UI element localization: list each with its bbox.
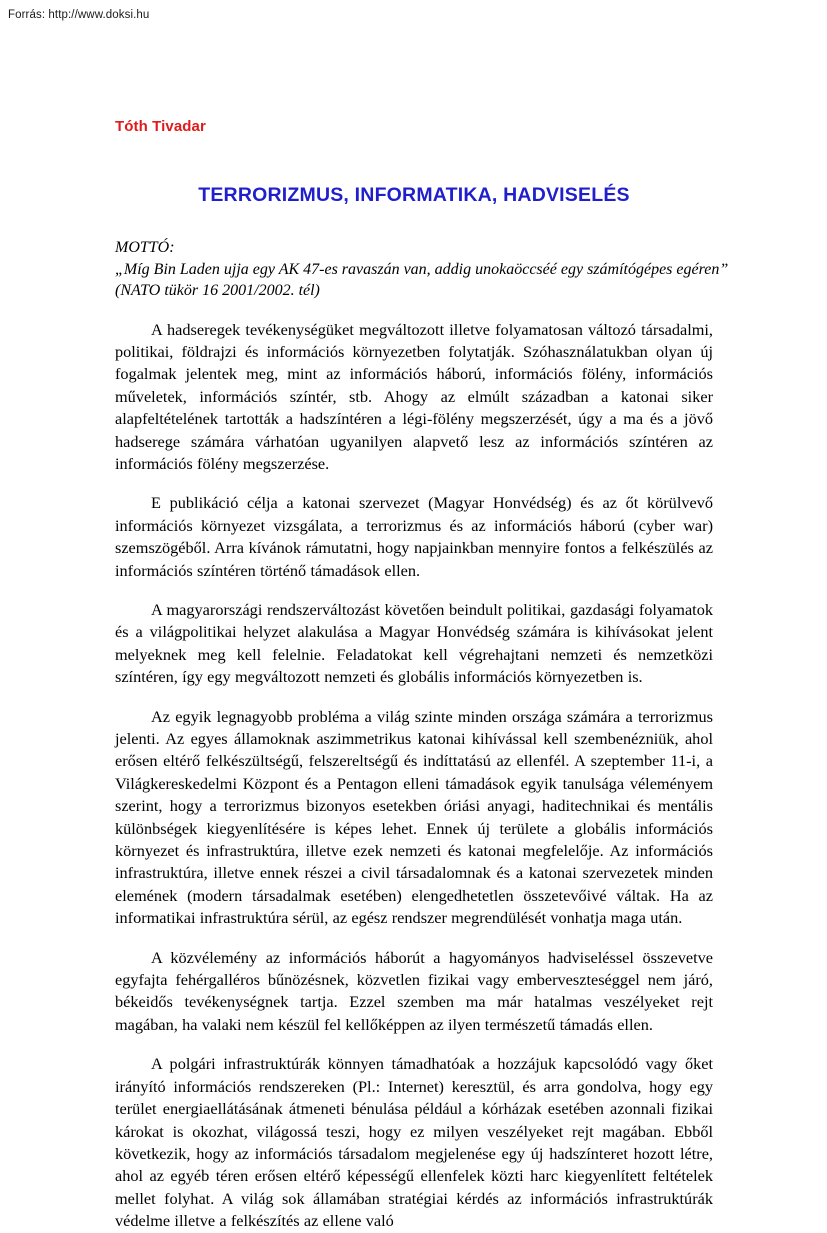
motto-label: MOTTÓ: (115, 239, 175, 256)
motto-block (115, 208, 729, 302)
paragraph: A polgári infrastruktúrák könnyen támadhatóak a hozzájuk kapcsolódó vagy őket irányító információs rendszereken (Pl.: Internet) keresztül, és arra gondolva, hogy egy terület energiaellátásának átmeneti bénulása például a kórházak esetében azonnali fizikai károkat is okozhat, világossá teszi, hogy ez milyen veszélyeket rejt magában. Ebből következik, hogy az információs társadalom megjelenése egy új hadszínteret hozott létre, ahol az egyéb téren erősen eltérő képességű ellenfelek közti harc kiegyenlített feltételek mellet folyhat. A világ sok államában stratégiai kérdés az információs infrastruktúrák védelme illetve a felkészítés az ellene való (115, 1054, 713, 1231)
motto-quote: „Míg Bin Laden ujja egy AK 47-es ravaszán van, addig unokaöccséé egy számítógépes egéren” (115, 260, 729, 278)
motto-attribution: (NATO tükör 16 2001/2002. tél) (115, 282, 320, 299)
author-name: Tóth Tivadar (115, 118, 206, 135)
paragraph: A közvélemény az információs háborút a hagyományos hadviseléssel összevetve egyfajta fehérgalléros bűnözésnek, közvetlen fizikai vagy emberveszteséggel nem járó, békeidős tevékenységnek tartja. Ezzel szemben ma már hatalmas veszélyeket rejt magában, ha valaki nem készül fel kellőképpen az ilyen természetű támadás ellen. (115, 947, 713, 1034)
paragraph: A magyarországi rendszerváltozást követően beindult politikai, gazdasági folyamatok és a világpolitikai helyzet alakulása a Magyar Honvédség számára is kihívásokat jelent melyeknek meg kell felelnie. Feladatokat kell végrehajtani nemzeti és nemzetközi színtéren, így egy megváltozott nemzeti és globális információs környezetben is. (115, 599, 713, 687)
source-url-header: Forrás: http://www.doksi.hu (8, 9, 150, 21)
paragraph: E publikáció célja a katonai szervezet (Magyar Honvédség) és az őt körülvevő információs környezet vizsgálata, a terrorizmus és az információs háború (cyber war) szemszögéből. Arra kívánok rámutatni, hogy napjainkban mennyire fontos a felkészülés az információs színtéren történő támadások ellen. (115, 493, 713, 580)
document-content (115, 0, 729, 1233)
paragraph: A hadseregek tevékenységüket megváltozott illetve folyamatosan változó társadalmi, politikai, földrajzi és információs környezetben folytatják. Szóhasználatukban olyan új fogalmak jelentek meg, mint az információs háború, információs fölény, információs műveletek, információs színtér, stb. Ahogy az elmúlt században a katonai siker alapfeltételének tartották a hadszíntéren a légi-fölény megszerzését, úgy a ma és a jövő hadserege számára várhatóan ugyanilyen alapvető lesz az információs színtéren az információs fölény megszerzése. (115, 319, 713, 473)
page-title: TERRORIZMUS, INFORMATIKA, HADVISELÉS (198, 184, 630, 206)
body-text (115, 302, 713, 1233)
paragraph: Az egyik legnagyobb probléma a világ szinte minden országa számára a terrorizmus jelenti. Az egyes államoknak aszimmetrikus katonai kihívással kell szembenézniük, ahol erősen eltérő felkészültségű, felszereltségű és indíttatású az ellenfél. A szeptember 11-i, a Világkereskedelmi Központ és a Pentagon elleni támadások egyik tanulsága véleményem szerint, hogy a terrorizmus bizonyos esetekben óriási anyagi, haditechnikai és mentális különbségek kiegyenlítésére is képes lehet. Ennek új területe a globális információs környezet és infrastruktúra, illetve ezek nemzeti és katonai megfelelője. Az információs infrastruktúra, illetve ennek részei a civil társadalomnak és a katonai szervezetek minden elemének (modern társadalmak esetében) elengedhetetlen összetevőivé váltak. Ha az informatikai infrastruktúra sérül, az egész rendszer megrendülését vonhatja maga után. (115, 706, 713, 928)
